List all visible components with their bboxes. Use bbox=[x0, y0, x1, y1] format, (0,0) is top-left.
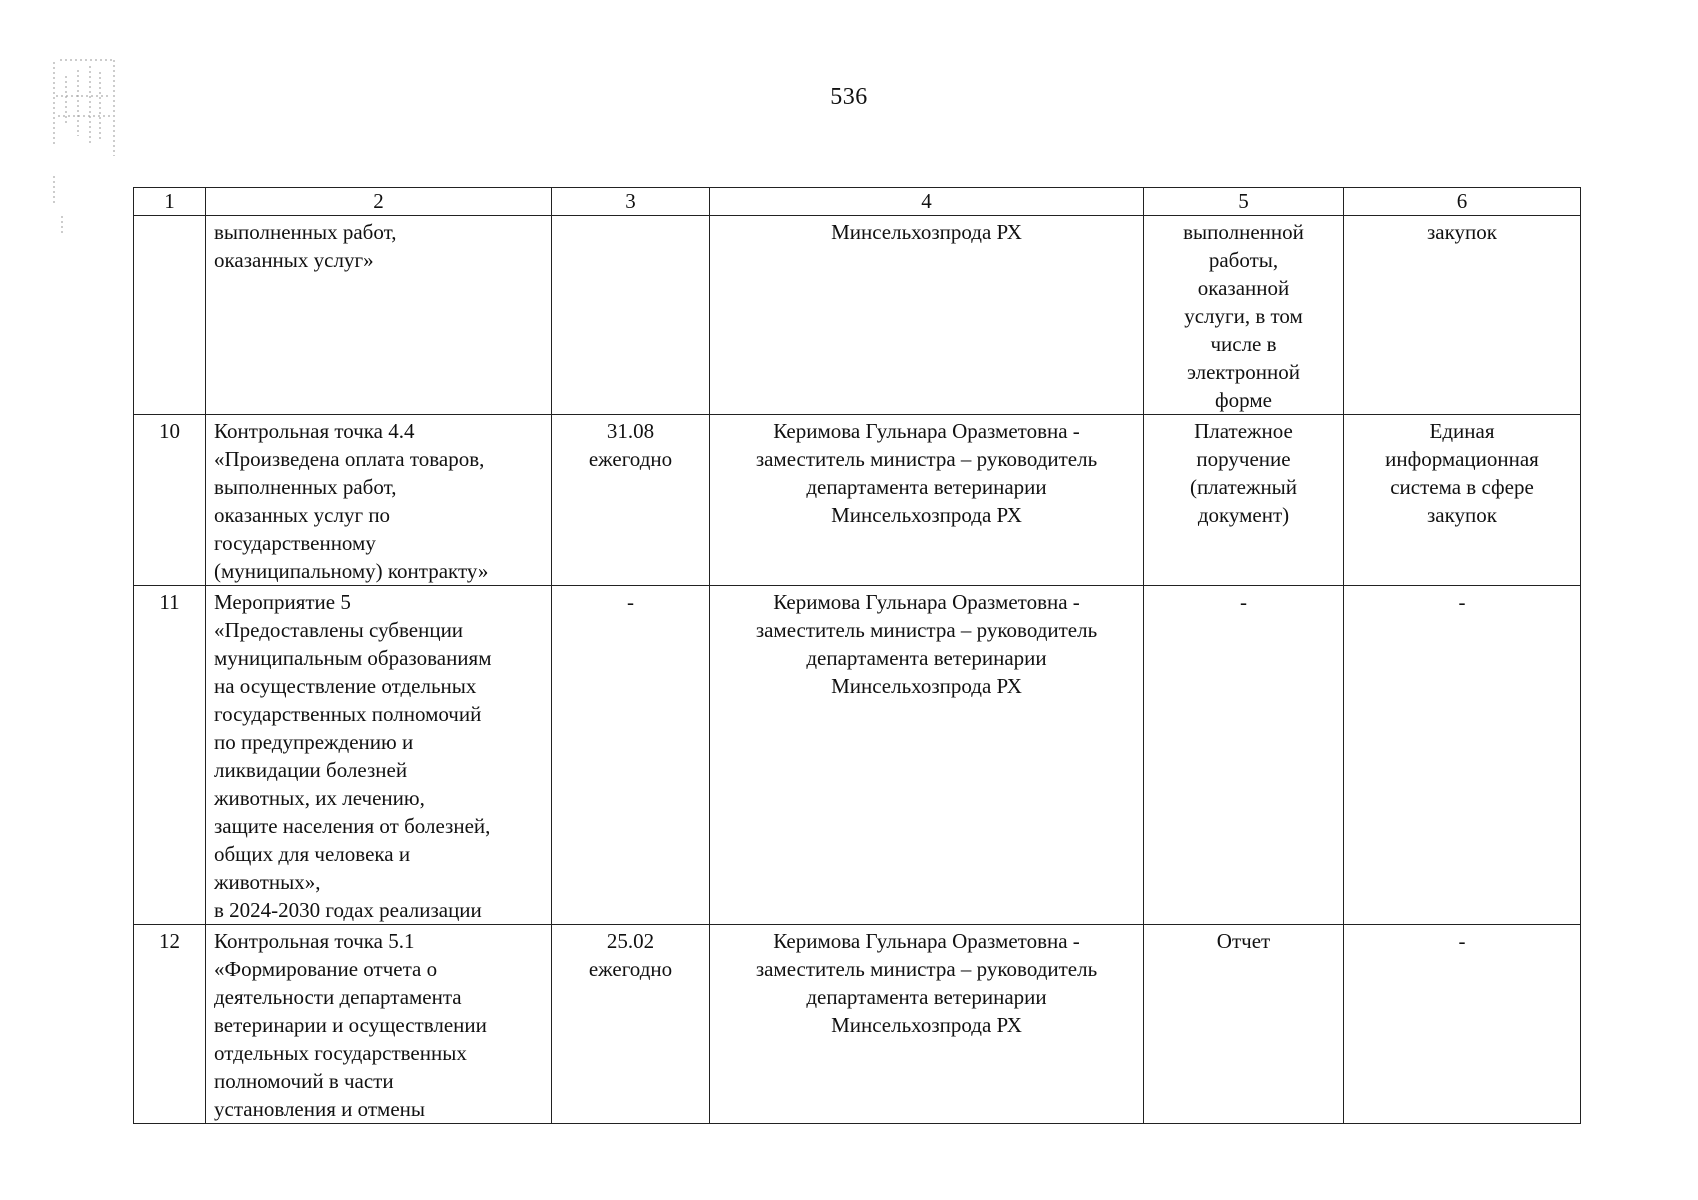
deadline-cell: - bbox=[552, 586, 710, 925]
table-row bbox=[134, 216, 1581, 415]
row-number-cell: 12 bbox=[134, 925, 206, 1124]
responsible-cell: Минсельхозпрода РХ bbox=[710, 216, 1144, 415]
column-header: 4 bbox=[710, 188, 1144, 216]
row-number-cell: 10 bbox=[134, 415, 206, 586]
column-header: 3 bbox=[552, 188, 710, 216]
description-cell: Контрольная точка 5.1 «Формирование отчета о деятельности департамента ветеринарии и осуществлении отдельных государственных полномочий в части установления и отмены bbox=[206, 925, 552, 1124]
table-row bbox=[134, 415, 1581, 586]
system-cell: - bbox=[1344, 925, 1581, 1124]
row-number-cell bbox=[134, 216, 206, 415]
description-cell: Мероприятие 5 «Предоставлены субвенции муниципальным образованиям на осуществление отдельных государственных полномочий по предупреждению и ликвидации болезней животных, их лечению, защите населения от болезней, общих для человека и животных», в 2024-2030 годах реализации bbox=[206, 586, 552, 925]
table-row bbox=[134, 925, 1581, 1124]
page-number: 536 bbox=[830, 84, 868, 110]
system-cell: - bbox=[1344, 586, 1581, 925]
system-cell: Единая информационная система в сфере закупок bbox=[1344, 415, 1581, 586]
events-table bbox=[133, 187, 1581, 1124]
table-row bbox=[134, 586, 1581, 925]
column-header: 5 bbox=[1144, 188, 1344, 216]
description-cell: выполненных работ, оказанных услуг» bbox=[206, 216, 552, 415]
deadline-cell: 25.02 ежегодно bbox=[552, 925, 710, 1124]
deadline-cell: 31.08 ежегодно bbox=[552, 415, 710, 586]
document-cell: Отчет bbox=[1144, 925, 1344, 1124]
row-number-cell: 11 bbox=[134, 586, 206, 925]
responsible-cell: Керимова Гульнара Оразметовна - заместитель министра – руководитель департамента ветеринарии Минсельхозпрода РХ bbox=[710, 415, 1144, 586]
column-header: 6 bbox=[1344, 188, 1581, 216]
responsible-cell: Керимова Гульнара Оразметовна - заместитель министра – руководитель департамента ветеринарии Минсельхозпрода РХ bbox=[710, 586, 1144, 925]
description-cell: Контрольная точка 4.4 «Произведена оплата товаров, выполненных работ, оказанных услуг по государственному (муниципальному) контракту» bbox=[206, 415, 552, 586]
column-header: 2 bbox=[206, 188, 552, 216]
table-header-row bbox=[134, 188, 1581, 216]
system-cell: закупок bbox=[1344, 216, 1581, 415]
document-cell: выполненной работы, оказанной услуги, в том числе в электронной форме bbox=[1144, 216, 1344, 415]
column-header: 1 bbox=[134, 188, 206, 216]
responsible-cell: Керимова Гульнара Оразметовна - заместитель министра – руководитель департамента ветеринарии Минсельхозпрода РХ bbox=[710, 925, 1144, 1124]
scan-artifact-mark bbox=[52, 56, 124, 246]
document-cell: Платежное поручение (платежный документ) bbox=[1144, 415, 1344, 586]
document-cell: - bbox=[1144, 586, 1344, 925]
deadline-cell bbox=[552, 216, 710, 415]
